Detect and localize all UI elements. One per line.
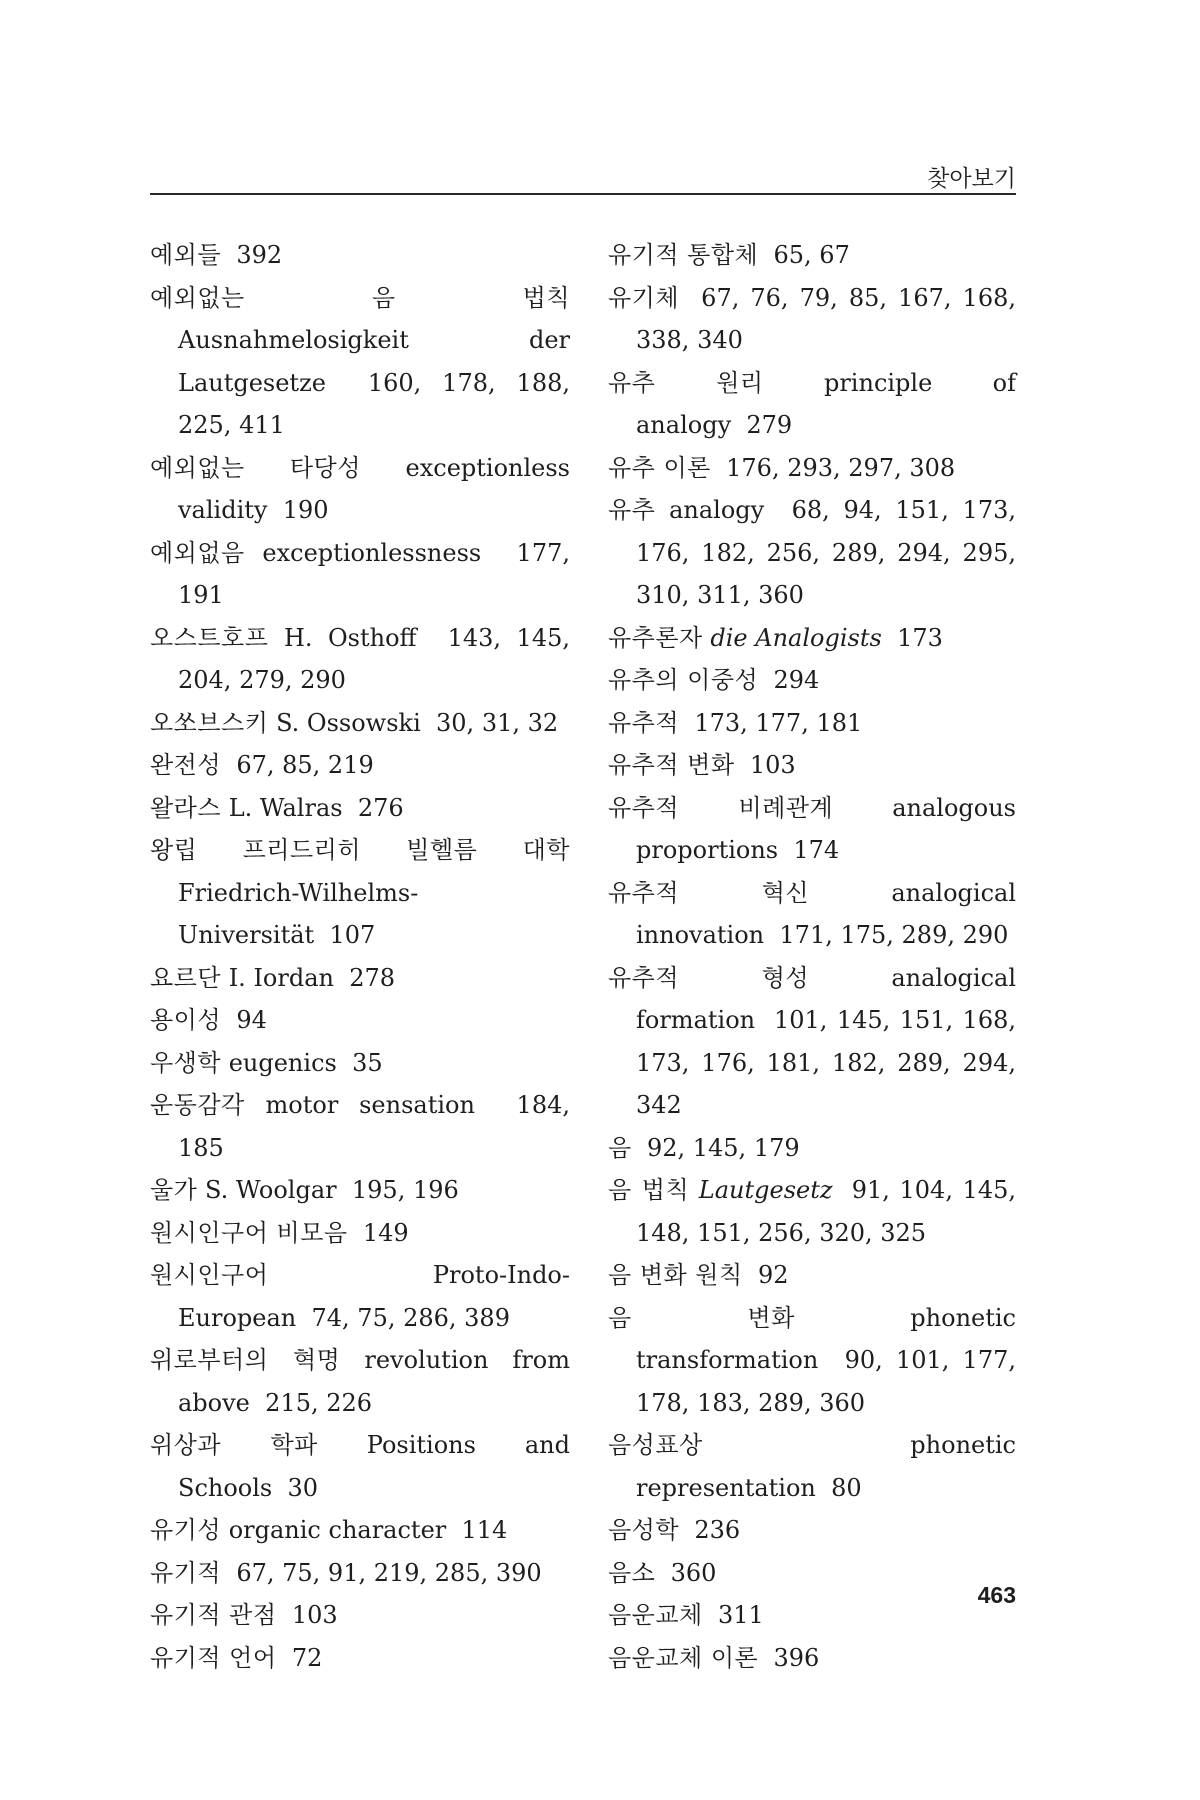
index-term: 유추 [608,496,656,524]
index-entry [608,1424,1016,1509]
index-page-refs: 278 [349,963,396,992]
index-entry [150,1169,570,1212]
index-term: 위로부터의 혁명 [150,1346,341,1374]
index-page-refs: 143, 145, 204, 279, 290 [178,623,570,694]
index-page-refs: 67, 85, 219 [236,751,374,779]
index-entry [608,1552,1016,1595]
index-entry [608,1297,1016,1425]
index-entry [150,787,570,830]
index-entry [150,702,570,745]
index-page-refs: 176, 293, 297, 308 [726,453,956,482]
index-term: 음운교체 이론 [608,1643,759,1672]
index-page-refs: 65, 67 [773,241,850,269]
index-original-term: S. Woolgar [205,1176,337,1204]
index-term: 유추 이론 [608,453,711,482]
index-entry [150,532,570,617]
index-term: 예외없는 음 법칙 [150,283,570,312]
index-original-term: die Analogists [710,623,882,652]
index-term: 유추적 변화 [608,751,735,779]
index-page-refs: 90, 101, 177, 178, 183, 289, 360 [636,1346,1016,1417]
index-entry [608,1509,1016,1552]
index-term: 유추적 혁신 [608,878,810,907]
index-entry [150,744,570,787]
index-original-term: revolution from above [178,1346,570,1417]
index-page-refs: 184, 185 [178,1091,570,1162]
index-entry [150,1042,570,1085]
index-page-refs: 294 [773,666,820,694]
index-original-term: Ausnahmelosigkeit der Lautgesetze [178,326,570,397]
index-term: 왕립 프리드리히 빌헬름 대학 [150,836,570,864]
index-term: 왈라스 [150,793,222,822]
index-page-refs: 94 [236,1006,267,1034]
index-term: 음소 [608,1558,656,1587]
index-term: 유추론자 [608,623,703,652]
index-page-refs: 107 [329,921,376,949]
index-term: 오스트호프 [150,623,269,652]
index-column-right [608,234,1016,1679]
index-entry [150,1637,570,1680]
index-term: 예외없는 타당성 [150,453,361,482]
index-original-term: principle of analogy [636,368,1016,439]
index-term: 울가 [150,1176,198,1204]
index-original-term: Positions and Schools [178,1431,570,1502]
index-page-refs: 360 [670,1558,717,1587]
index-entry [150,999,570,1042]
index-page-refs: 396 [773,1643,820,1672]
index-term: 음 [608,1133,632,1162]
index-entry [608,1127,1016,1170]
index-entry [150,234,570,277]
index-term: 유기적 [150,1558,222,1587]
index-entry [150,1339,570,1424]
index-entry [150,829,570,957]
index-page-refs: 72 [291,1643,323,1672]
index-page-refs: 149 [362,1218,409,1247]
index-original-term: analogical formation [636,963,1016,1034]
index-page-refs: 177, 191 [178,538,570,609]
index-term: 음운교체 [608,1601,703,1629]
index-entry [608,702,1016,745]
index-page-refs: 91, 104, 145, 148, 151, 256, 320, 325 [636,1176,1016,1247]
index-term: 유추적 [608,708,680,737]
index-term: 음성표상 [608,1431,703,1459]
index-page-refs: 279 [746,411,793,439]
header-rule [150,193,1016,195]
index-original-term: phonetic representation [636,1431,1016,1502]
index-entry [608,872,1016,957]
index-page-refs: 30, 31, 32 [436,708,559,737]
index-page-refs: 35 [352,1048,383,1077]
index-page-refs: 92, 145, 179 [646,1133,800,1162]
index-original-term: Proto-Indo-European [178,1261,570,1332]
index-entry [150,1084,570,1169]
index-entry [608,1254,1016,1297]
index-original-term: eugenics [228,1048,337,1077]
index-entry [608,659,1016,702]
index-entry [150,1594,570,1637]
index-entry [608,617,1016,660]
index-original-term: analogical innovation [636,878,1016,949]
index-original-term: exceptionless validity [178,453,570,524]
index-page-refs: 276 [357,793,404,822]
index-entry [150,1509,570,1552]
index-term: 요르단 [150,963,222,992]
index-page-refs: 311 [718,1601,764,1629]
index-original-term: L. Walras [228,793,343,822]
index-entry [608,744,1016,787]
index-page-refs: 114 [461,1516,508,1544]
index-term: 원시인구어 [150,1261,269,1289]
index-term: 음성학 [608,1516,680,1544]
index-page-refs: 103 [291,1601,338,1629]
index-entry [608,957,1016,1127]
index-page-refs: 215, 226 [265,1388,373,1417]
index-entry [150,617,570,702]
index-term: 운동감각 [150,1091,245,1119]
index-page-refs: 101, 145, 151, 168, 173, 176, 181, 182, 289, 294, 342 [636,1006,1016,1119]
index-entry [608,447,1016,490]
index-original-term: H. Osthoff [283,623,417,652]
index-entry [608,234,1016,277]
index-entry [608,362,1016,447]
index-entry [150,957,570,1000]
index-term: 유추적 형성 [608,963,810,992]
index-term: 유추 원리 [608,368,764,397]
index-term: 완전성 [150,751,222,779]
index-original-term: organic character [228,1516,447,1544]
index-term: 음 변화 [608,1303,795,1332]
index-term: 원시인구어 비모음 [150,1218,348,1247]
index-page-refs: 171, 175, 289, 290 [779,921,1009,949]
index-entry [608,1169,1016,1254]
index-original-term: Lautgesetz [698,1176,833,1204]
index-entry [150,277,570,447]
index-term: 용이성 [150,1006,222,1034]
index-page-refs: 236 [694,1516,741,1544]
index-original-term: I. Iordan [228,963,334,992]
index-term: 음 변화 원칙 [608,1261,743,1289]
index-page-refs: 67, 75, 91, 219, 285, 390 [236,1558,542,1587]
index-term: 유추적 비례관계 [608,793,834,822]
index-page-refs: 195, 196 [351,1176,459,1204]
index-entry [150,1212,570,1255]
index-entry [608,1594,1016,1637]
index-page-refs: 80 [831,1473,862,1502]
index-term: 음 법칙 [608,1176,690,1204]
index-page-refs: 174 [793,836,840,864]
index-entry [608,489,1016,617]
index-term: 유추의 이중성 [608,666,759,694]
index-term: 위상과 학파 [150,1431,318,1459]
index-page-refs: 68, 94, 151, 173, 176, 182, 256, 289, 294, 295, 310, 311, 360 [636,496,1016,609]
index-column-left [150,234,570,1679]
index-original-term: S. Ossowski [276,708,421,737]
index-page-refs: 103 [749,751,796,779]
index-page-refs: 92 [757,1261,789,1289]
index-original-term: phonetic transformation [636,1303,1016,1374]
index-page-refs: 67, 76, 79, 85, 167, 168, 338, 340 [636,283,1016,354]
index-entry [150,1424,570,1509]
index-page-refs: 30 [287,1473,319,1502]
index-term: 유기적 관점 [150,1601,277,1629]
index-term: 예외없음 [150,538,245,567]
index-entry [608,787,1016,872]
index-original-term: motor sensation [265,1091,475,1119]
index-original-term: analogous proportions [636,793,1016,864]
index-page-refs: 173, 177, 181 [694,708,863,737]
index-entry [608,277,1016,362]
index-original-term: Friedrich-Wilhelms-Universität [178,878,419,949]
index-page-refs: 74, 75, 286, 389 [311,1303,510,1332]
index-term: 오쏘브스키 [150,708,269,737]
index-term: 유기성 [150,1516,222,1544]
index-page-refs: 173 [897,623,943,652]
index-original-term: exceptionlessness [262,538,482,567]
index-term: 우생학 [150,1048,222,1077]
page-number: 463 [977,1582,1016,1608]
index-entry [150,447,570,532]
index-page-refs: 392 [236,241,283,269]
index-entry [608,1637,1016,1680]
index-page-refs: 160, 178, 188, 225, 411 [178,368,570,439]
index-entry [150,1552,570,1595]
running-header-title: 찾아보기 [927,166,1016,192]
index-page-refs: 190 [282,496,329,524]
index-term: 예외들 [150,241,222,269]
index-term: 유기체 [608,283,680,312]
index-original-term: analogy [669,496,765,524]
index-term: 유기적 언어 [150,1643,277,1672]
index-term: 유기적 통합체 [608,241,759,269]
index-entry [150,1254,570,1339]
